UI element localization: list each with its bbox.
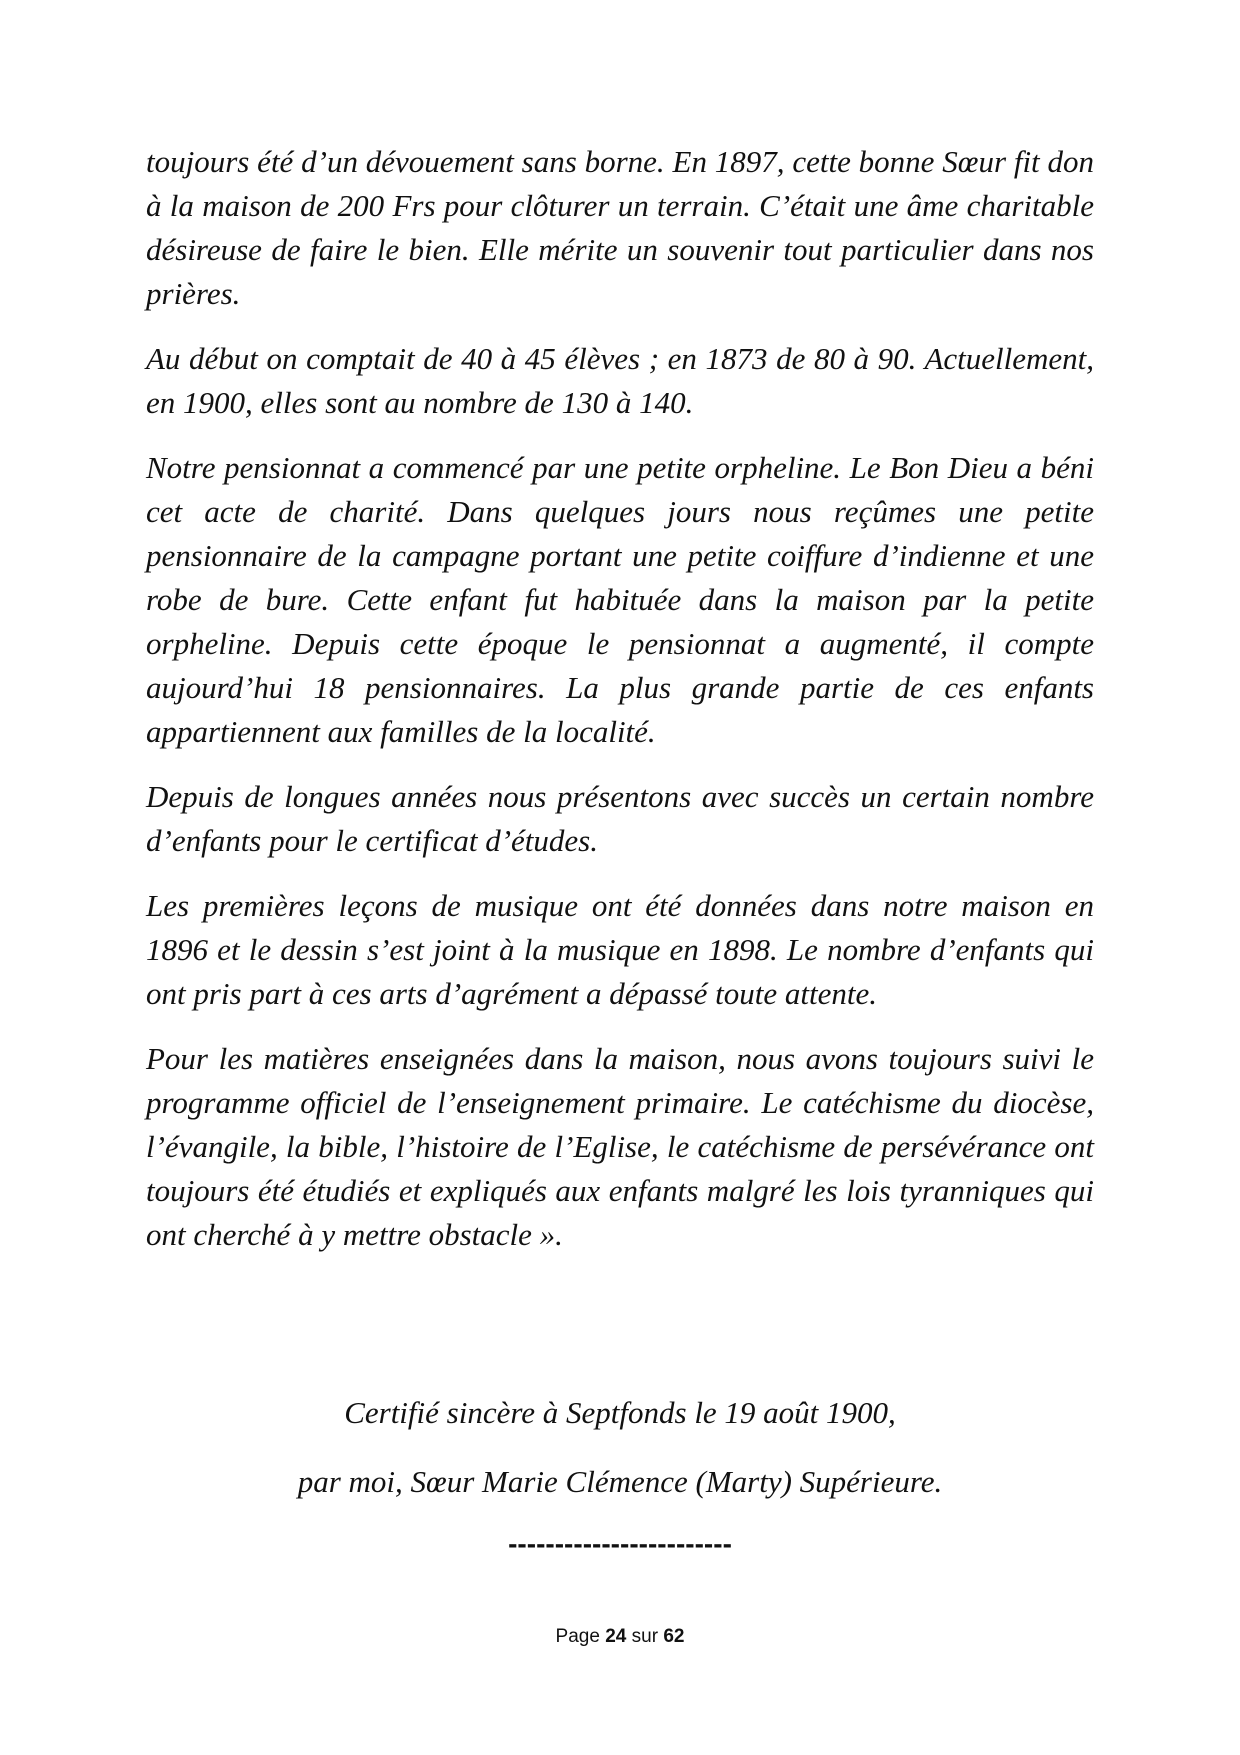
paragraph: Au début on comptait de 40 à 45 élèves ; en 1873 de 80 à 90. Actuellement, en 1900, elles sont au nombre de 130 à 140. [146,341,1094,420]
current-page-number: 24 [605,1626,627,1647]
page-of-label: sur [631,1626,659,1647]
total-pages-number: 62 [663,1626,685,1647]
page-label: Page [555,1626,600,1647]
signature-line-1: Certifié sincère à Septfonds le 19 août 1900, [344,1395,896,1430]
paragraph: Les premières leçons de musique ont été données dans notre maison en 1896 et le dessin s’est joint à la musique en 1898. Le nombre d’enfants qui ont pris part à ces arts d’agrément a dépassé toute attente. [146,888,1094,1011]
body-text [146,140,1094,1278]
paragraph: Notre pensionnat a commencé par une petite orpheline. Le Bon Dieu a béni cet acte de charité. Dans quelques jours nous reçûmes une petite pensionnaire de la campagne portant une petite coiffure d’indienne et une robe de bure. Cette enfant fut habituée dans la maison par la petite orpheline. Depuis cette époque le pensionnat a augmenté, il compte aujourd’hui 18 pensionnaires. La plus grande partie de ces enfants appartiennent aux familles de la localité. [146,450,1094,749]
separator-line: ------------------------ [508,1528,732,1559]
signature-line-2: par moi, Sœur Marie Clémence (Marty) Supérieure. [297,1464,943,1499]
paragraph: Depuis de longues années nous présentons avec succès un certain nombre d’enfants pour le certificat d’études. [146,779,1094,858]
paragraph: Pour les matières enseignées dans la maison, nous avons toujours suivi le programme officiel de l’enseignement primaire. Le catéchisme du diocèse, l’évangile, la bible, l’histoire de l’Eglise, le catéchisme de persévérance ont toujours été étudiés et expliqués aux enfants malgré les lois tyranniques qui ont cherché à y mettre obstacle ». [146,1041,1094,1252]
paragraph: toujours été d’un dévouement sans borne. En 1897, cette bonne Sœur fit don à la maison de 200 Frs pour clôturer un terrain. C’était une âme charitable désireuse de faire le bien. Elle mérite un souvenir tout particulier dans nos prières. [146,144,1094,311]
page-footer [0,1625,1240,1649]
